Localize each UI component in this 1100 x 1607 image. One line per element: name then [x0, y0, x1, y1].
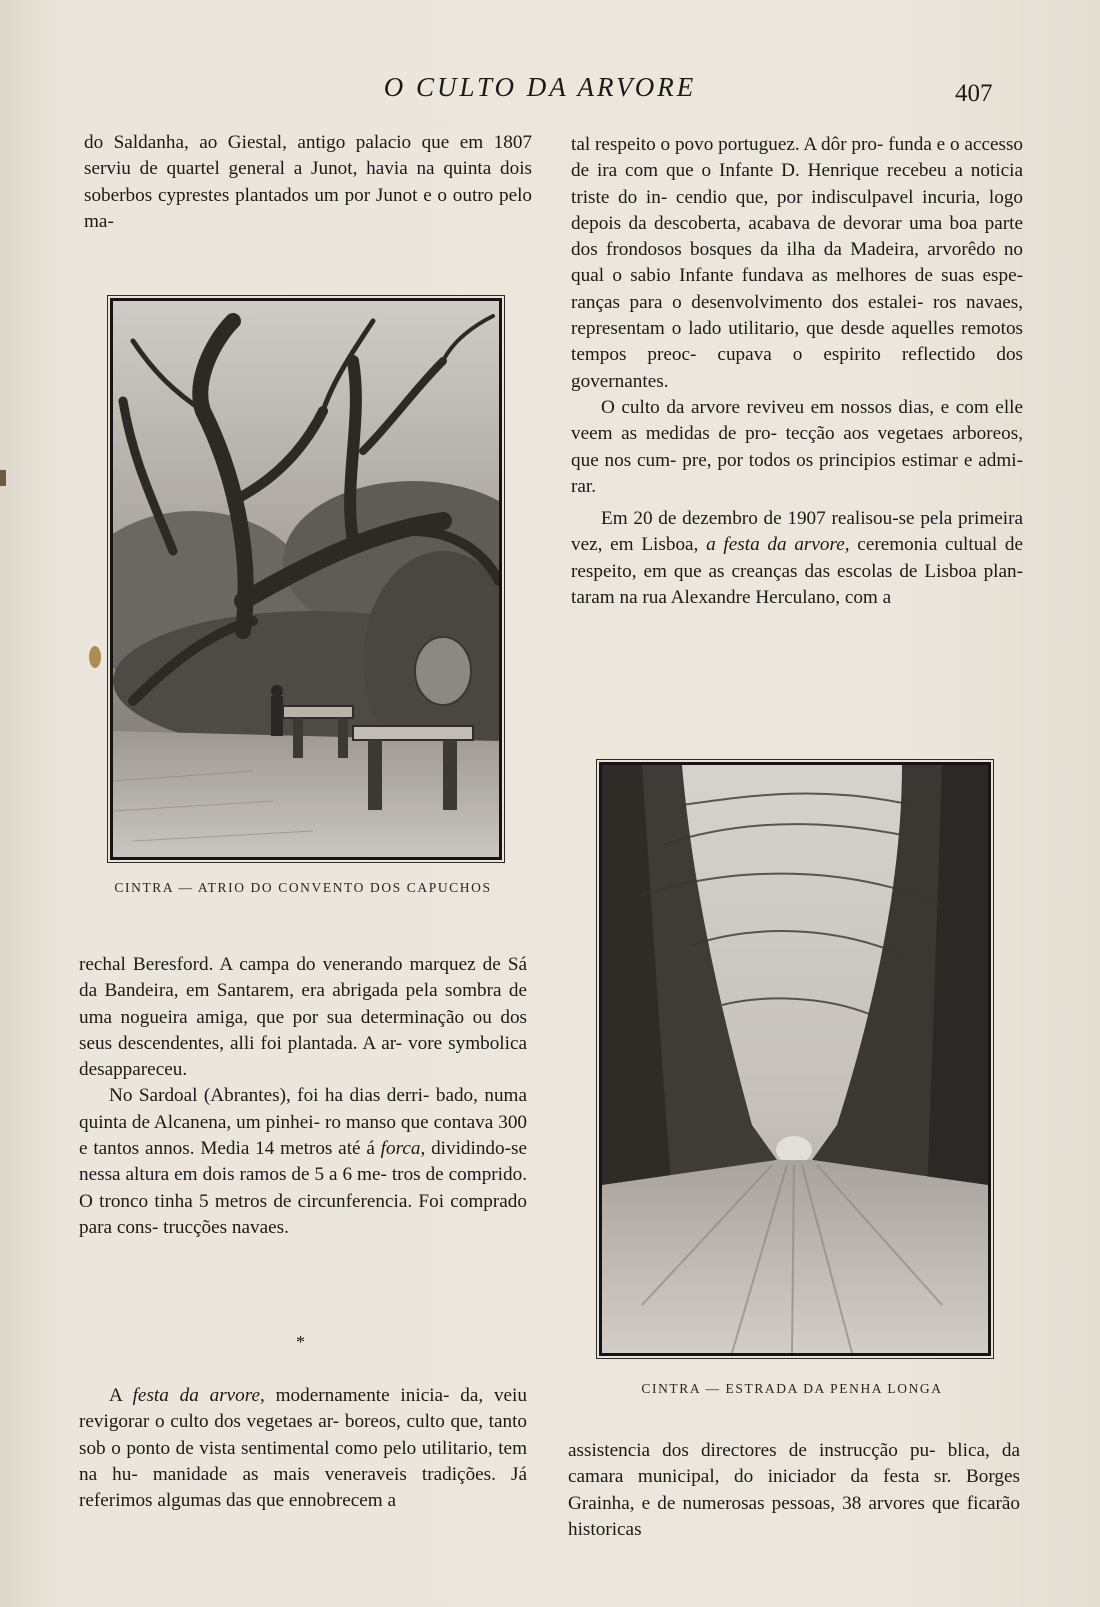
text-line: plantados um por Junot e o outro pelo ma- [84, 184, 533, 232]
italic-term: forca [380, 1138, 421, 1160]
right-column-top-text [571, 132, 1023, 611]
text-line: taram na rua Alexandre Herculano, com a [571, 587, 892, 609]
text-line: referimos algumas das que ennobrecem a [79, 1490, 396, 1512]
text-line: ro manso que contava 300 e tantos annos. [79, 1111, 528, 1160]
text-line: sentimental como pelo utilitario, tem na hu- [79, 1437, 527, 1485]
photo-illustration [113, 301, 499, 857]
text-line: ranças para o desenvolvimento dos estalei- [571, 291, 924, 313]
text-line: No Sardoal (Abrantes), foi ha dias derri- [109, 1085, 430, 1107]
page-number: 407 [955, 80, 993, 107]
margin-mark [0, 470, 6, 486]
figure-caption-left: CINTRA — ATRIO DO CONVENTO DOS CAPUCHOS [114, 880, 492, 895]
section-asterisk: * [296, 1332, 305, 1352]
text-line: pela primeira vez, em Lisboa, [571, 508, 1024, 556]
running-head-title: O CULTO DA ARVORE [383, 72, 697, 102]
photo-atrio-convento-capuchos [110, 298, 502, 860]
text-line: havia na quinta dois soberbos cyprestes [84, 158, 533, 206]
text-line: pessoas, 38 arvores que ficarão historicas [568, 1492, 1021, 1540]
text-line: , ceremonia cultual de respeito, em [571, 534, 1023, 582]
text-line: depois da descoberta, acabava de devorar [571, 212, 902, 234]
text-line: boreos, culto que, tanto sob o ponto de vista [79, 1411, 528, 1459]
paper-stain [89, 646, 101, 668]
photo-estrada-penha-longa [599, 762, 991, 1356]
text-line: era abrigada pela sombra de uma nogueira [79, 980, 528, 1028]
text-line: cupava o espirito reflectido dos governantes. [571, 344, 1024, 392]
text-line: rechal Beresford. A campa do venerando [79, 954, 403, 975]
text-line: blica, da camara municipal, do iniciador da [568, 1440, 1021, 1488]
text-line: marquez de Sá da Bandeira, em Santarem, [79, 954, 528, 1002]
italic-term: festa da arvore, [132, 1385, 265, 1406]
text-line: da, veiu revigorar o culto dos vegetaes ar- [79, 1385, 527, 1433]
text-line: , dividindo-se [420, 1138, 527, 1160]
text-line: manidade as mais veneraveis tradições. Já [152, 1463, 527, 1485]
text-line: nessa altura em dois ramos de 5 a 6 me- [79, 1164, 387, 1186]
text-line: amiga, que por sua determinação ou dos [196, 1006, 528, 1028]
text-line: modernamente inicia- [264, 1385, 450, 1406]
text-line: trucções navaes. [163, 1216, 289, 1238]
text-line: vore symbolica desappareceu. [79, 1032, 528, 1081]
text-line: Em 20 de dezembro de 1907 realisou-se [601, 508, 915, 530]
text-line: ros navaes, representam o lado utilitario, [571, 291, 1023, 340]
text-line: tecção aos vegetaes arboreos, que nos cum- [571, 423, 1023, 471]
text-line: em 1807 serviu de quartel general a Junot, [84, 132, 533, 180]
text-line: cendio que, por indisculpavel incuria, logo [675, 186, 1024, 208]
text-line: tros de comprido. O tronco tinha 5 metros [79, 1164, 527, 1212]
text-line: bado, numa quinta de Alcanena, um pinhei- [79, 1085, 527, 1133]
photo-illustration [602, 765, 988, 1353]
text-line: D. Henrique recebeu a noticia triste do in- [571, 160, 1023, 208]
text-line: O culto da arvore reviveu em nossos [601, 396, 892, 418]
text-line: de circunferencia. Foi comprado para cons- [79, 1190, 527, 1238]
italic-term: a festa da [706, 534, 787, 556]
text-line: rar. [571, 475, 597, 497]
left-column-final-text [79, 1383, 527, 1514]
text-line: dias, e com elle veem as medidas de pro- [571, 396, 1024, 445]
right-column-bottom-text [568, 1438, 1020, 1543]
text-line: uma boa parte dos frondosos bosques da [571, 212, 1024, 261]
text-line: festa sr. Borges Grainha, e de numerosas [568, 1466, 1021, 1514]
text-line: do Saldanha, ao Giestal, antigo palacio que [84, 132, 450, 153]
text-line: assistencia dos directores de instrucção pu- [568, 1440, 936, 1461]
left-column-bottom-text [79, 952, 527, 1241]
text-line: que as creanças das escolas de Lisboa plan- [673, 560, 1023, 582]
text-line: ilha da Madeira, arvorêdo no qual o sabio [571, 239, 1024, 287]
text-line: A [109, 1385, 133, 1406]
text-line: que desde aquelles remotos tempos preoc- [571, 318, 1024, 366]
italic-term: arvore [794, 534, 845, 556]
text-line: seus descendentes, alli foi plantada. A ar- [79, 1032, 403, 1054]
left-column-top-text [84, 130, 532, 235]
figure-caption-right: CINTRA — ESTRADA DA PENHA LONGA [641, 1381, 943, 1396]
text-line: pre, por todos os principios estimar e admi- [682, 449, 1023, 471]
text-line: Media 14 metros até á [200, 1138, 381, 1160]
text-line: funda e o accesso de ira com que o Infante [571, 134, 1024, 182]
text-line: tal respeito o povo portuguez. A dôr pro- [571, 134, 884, 155]
text-line: Infante fundava as melhores de suas espe- [679, 265, 1023, 287]
